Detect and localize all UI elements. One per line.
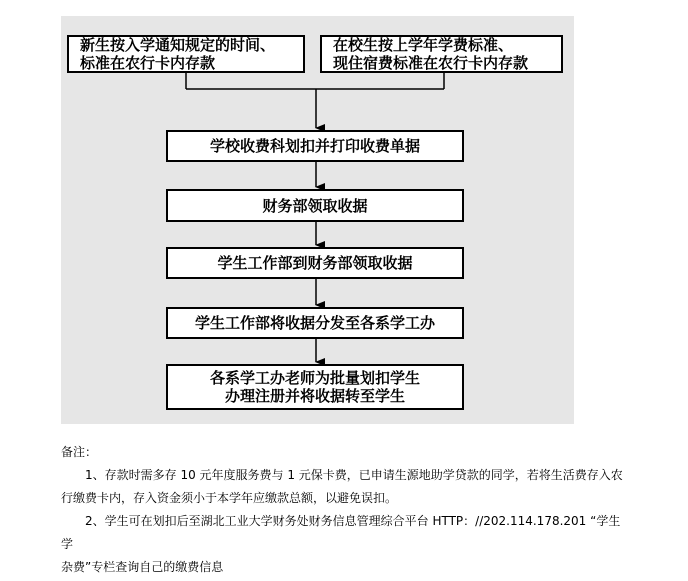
current-student-deposit-line1: 在校生按上学年学费标准、 (333, 36, 514, 54)
step-register-line1: 各系学工办老师为批量划扣学生 (209, 369, 420, 387)
step-deduct-and-print-label: 学校收费科划扣并打印收费单据 (209, 137, 420, 155)
step-student-affairs-collect-box (166, 247, 464, 279)
step-student-affairs-collect-label: 学生工作部到财务部领取收据 (217, 254, 413, 272)
current-student-deposit-line2: 现住宿费标准在农行卡内存款 (333, 54, 529, 72)
new-student-deposit-line2: 标准在农行卡内存款 (80, 54, 216, 72)
step-distribute-box (166, 307, 464, 339)
step-finance-collect-label: 财务部领取收据 (262, 196, 368, 215)
step-distribute-label: 学生工作部将收据分发至各系学工办 (194, 314, 435, 332)
notes-heading: 备注： (61, 445, 98, 459)
new-student-deposit-line1: 新生按入学通知规定的时间、 (80, 36, 276, 54)
current-student-deposit-box (320, 35, 563, 73)
new-student-deposit-box (67, 35, 305, 73)
note-2-line-1: 2、学生可在划扣后至湖北工业大学财务处财务信息管理综合平台 HTTP：//202.114.178.201 “学生学 (61, 514, 621, 551)
notes-section (61, 441, 631, 579)
step-finance-collect-box (166, 189, 464, 222)
note-1-line-2: 行缴费卡内，存入资金须小于本学年应缴款总额，以避免误扣。 (61, 491, 398, 505)
note-1-line-1: 1、存款时需多存 10 元年度服务费与 1 元保卡费，已申请生源地助学贷款的同学，若将生活费存入农 (85, 468, 623, 482)
step-deduct-and-print-box (166, 130, 464, 162)
note-2-line-2: 杂费”专栏查询自己的缴费信息 (61, 560, 224, 574)
step-register-box (166, 364, 464, 410)
step-register-line2: 办理注册并将收据转至学生 (224, 387, 405, 405)
